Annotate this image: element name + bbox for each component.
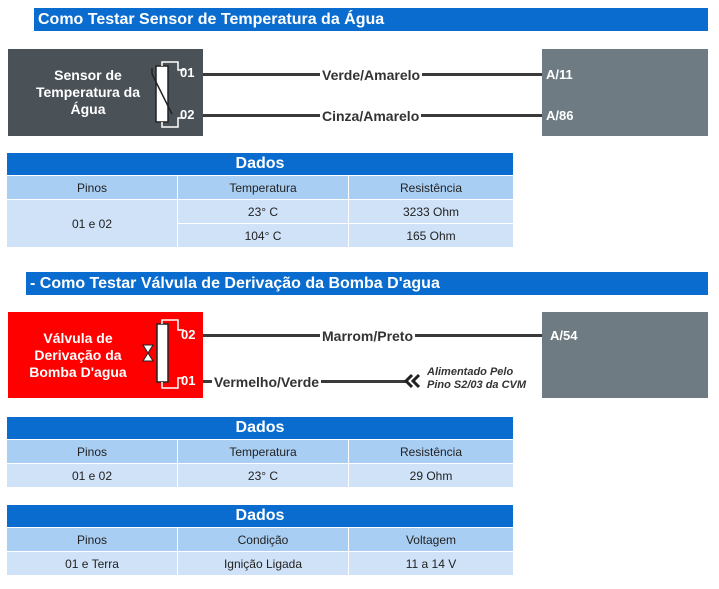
valve-pin-01: 01 [181,373,196,388]
table-cell: 01 e 02 [7,200,178,248]
data-table-valve-voltage [6,504,514,576]
table-header: Dados [7,417,514,440]
terminal-a86: A/86 [546,108,574,123]
valve-name-line-1: Válvula de [43,329,113,346]
table-cell: 29 Ohm [349,464,514,488]
table-cell: 23° C [178,200,349,224]
section-title-valve: - Como Testar Válvula de Derivação da Bomba D'agua [26,272,708,295]
valve-name-line-2: Derivação da [34,346,122,363]
wire-label-verde-amarelo: Verde/Amarelo [322,67,421,83]
note-line-1: Alimentado Pelo [427,366,514,378]
column-header: Pinos [7,176,178,200]
sensor-pin-02: 02 [180,107,195,122]
double-chevron-left-icon [404,373,422,389]
terminal-a11: A/11 [546,67,573,82]
valve-pin-02: 02 [181,327,196,342]
sensor-name-line-1: Sensor de [54,67,122,83]
column-header: Resistência [349,440,514,464]
table-cell: 01 e Terra [7,552,178,576]
table-header: Dados [7,505,514,528]
table-cell: 23° C [178,464,349,488]
column-header: Temperatura [178,176,349,200]
valve-name-line-3: Bomba D'agua [29,363,127,380]
table-cell: 3233 Ohm [349,200,514,224]
column-header: Temperatura [178,440,349,464]
wire-label-cinza-amarelo: Cinza/Amarelo [322,108,420,124]
column-header: Voltagem [349,528,514,552]
table-cell: 11 a 14 V [349,552,514,576]
data-table-sensor [6,152,514,248]
table-cell: Ignição Ligada [178,552,349,576]
table-cell: 165 Ohm [349,224,514,248]
table-cell: 01 e 02 [7,464,178,488]
table-header: Dados [7,153,514,176]
power-source-note [427,366,526,392]
sensor-name-line-2: Temperatura da [36,84,140,100]
column-header: Pinos [7,528,178,552]
column-header: Condição [178,528,349,552]
ecu-connector-box-valve [542,312,708,398]
wire-label-vermelho-verde: Vermelho/Verde [214,374,320,390]
column-header: Resistência [349,176,514,200]
section-title-sensor: Como Testar Sensor de Temperatura da Água [34,8,708,31]
note-line-2: Pino S2/03 da CVM [427,379,527,391]
table-cell: 104° C [178,224,349,248]
terminal-a54: A/54 [550,328,578,343]
column-header: Pinos [7,440,178,464]
sensor-name-line-3: Água [70,101,106,117]
data-table-valve-resistance [6,416,514,488]
sensor-pin-01: 01 [180,65,195,80]
wire-label-marrom-preto: Marrom/Preto [322,328,414,344]
